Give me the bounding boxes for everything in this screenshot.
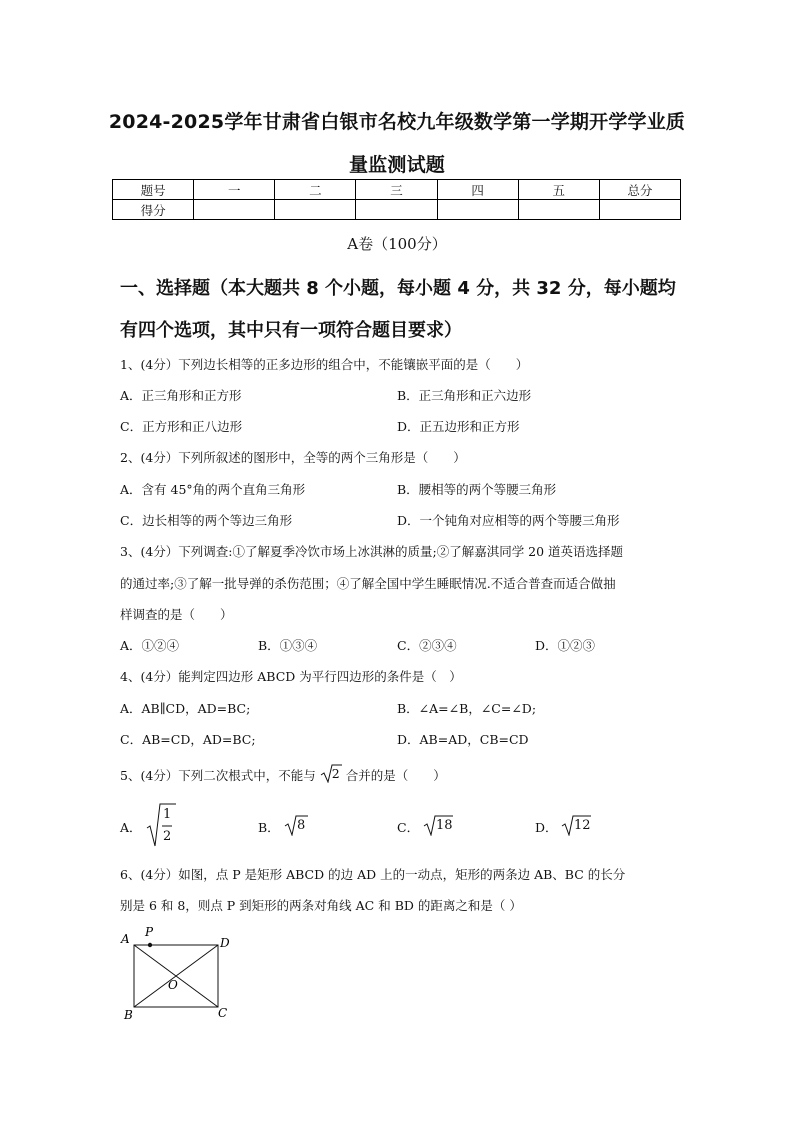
question-3-option-c: C．②③④ <box>397 638 457 653</box>
score-cell: 题号 <box>113 180 194 200</box>
question-3-stem-line-1: 3、(4分）下列调查:①了解夏季冷饮市场上冰淇淋的质量;②了解嘉淇同学 20 道英语选择题 <box>120 544 624 559</box>
question-4-option-b: B．∠A=∠B，∠C=∠D; <box>397 701 537 716</box>
score-table <box>112 179 681 220</box>
question-3-option-d: D．①②③ <box>535 638 596 653</box>
score-cell <box>599 200 680 220</box>
question-2-stem: 2、(4分）下列所叙述的图形中，全等的两个三角形是（ ） <box>120 450 466 465</box>
question-2-option-c: C．边长相等的两个等边三角形 <box>120 513 293 528</box>
fraction-denominator: 2 <box>163 829 172 844</box>
question-5-stem-after: 合并的是（ ） <box>345 768 446 783</box>
score-cell: 四 <box>437 180 518 200</box>
question-4-option-a: A．AB∥CD，AD=BC; <box>120 701 251 716</box>
radicand: 8 <box>297 818 306 833</box>
center-label-o: O <box>168 978 178 992</box>
question-5-stem <box>120 765 446 784</box>
question-3-stem-line-3: 样调查的是（ ） <box>120 607 233 622</box>
score-cell <box>194 200 275 220</box>
question-1-stem: 1、(4分）下列边长相等的正多边形的组合中，不能镶嵌平面的是（ ） <box>120 357 529 372</box>
question-1-option-c: C．正方形和正八边形 <box>120 419 243 434</box>
score-cell: 得分 <box>113 200 194 220</box>
sqrt-expression <box>320 765 342 783</box>
question-5-option-d-expression <box>561 814 591 836</box>
question-1-option-a: A．正三角形和正方形 <box>120 388 242 403</box>
radicand: 18 <box>436 818 453 833</box>
question-2-option-a: A．含有 45°角的两个直角三角形 <box>120 482 306 497</box>
radicand: 12 <box>574 818 591 833</box>
score-cell: 三 <box>356 180 437 200</box>
vertex-label-c: C <box>218 1006 228 1020</box>
question-4-stem: 4、(4分）能判定四边形 ABCD 为平行四边形的条件是（ ） <box>120 669 462 684</box>
score-cell: 五 <box>518 180 599 200</box>
score-cell <box>356 200 437 220</box>
question-4-option-d: D．AB=AD，CB=CD <box>397 732 529 747</box>
document-title-line-2: 量监测试题 <box>348 154 445 176</box>
question-5-option-c-label: C． <box>397 820 420 835</box>
question-3-option-a: A．①②④ <box>120 638 180 653</box>
question-5-option-b-label: B． <box>258 820 280 835</box>
section-heading-line-1: 一、选择题（本大题共 8 个小题，每小题 4 分，共 32 分，每小题均 <box>120 278 676 299</box>
question-2-option-b: B．腰相等的两个等腰三角形 <box>397 482 557 497</box>
question-1-option-d: D．正五边形和正方形 <box>397 419 520 434</box>
question-5-option-a-label: A． <box>120 820 142 835</box>
radical-sign-icon <box>146 802 176 848</box>
vertex-label-d: D <box>220 936 230 950</box>
score-cell: 一 <box>194 180 275 200</box>
question-1-option-b: B．正三角形和正六边形 <box>397 388 532 403</box>
score-cell <box>275 200 356 220</box>
question-5-option-b-expression <box>284 814 308 836</box>
question-5-option-c-expression <box>423 814 453 836</box>
score-cell: 总分 <box>599 180 680 200</box>
question-3-option-b: B．①③④ <box>258 638 318 653</box>
point-label-p: P <box>145 925 154 939</box>
score-cell: 二 <box>275 180 356 200</box>
score-cell <box>437 200 518 220</box>
question-6-stem-line-2: 别是 6 和 8，则点 P 到矩形的两条对角线 AC 和 BD 的距离之和是（ ） <box>120 898 522 913</box>
radicand: 2 <box>331 766 340 781</box>
score-cell <box>518 200 599 220</box>
question-3-stem-line-2: 的通过率;③了解一批导弹的杀伤范围；④了解全国中学生睡眠情况.不适合普查而适合做抽 <box>120 576 616 591</box>
score-table-score-row <box>113 200 681 220</box>
rectangle-diagram <box>118 925 248 1025</box>
fraction-numerator: 1 <box>163 807 172 822</box>
score-table-header-row <box>113 180 681 200</box>
volume-subtitle: A卷（100分） <box>347 235 447 253</box>
question-5-option-d-label: D． <box>535 820 558 835</box>
vertex-label-a: A <box>121 932 130 946</box>
rectangle-figure <box>118 925 248 1029</box>
question-5-stem-before: 5、(4分）下列二次根式中，不能与 <box>120 768 316 783</box>
vertex-label-b: B <box>124 1008 133 1022</box>
question-4-option-c: C．AB=CD，AD=BC; <box>120 732 256 747</box>
question-6-stem-line-1: 6、(4分）如图，点 P 是矩形 ABCD 的边 AD 上的一动点，矩形的两条边 AB、BC 的长分 <box>120 867 626 882</box>
question-2-option-d: D．一个钝角对应相等的两个等腰三角形 <box>397 513 620 528</box>
document-title-line-1: 2024-2025学年甘肃省白银市名校九年级数学第一学期开学学业质 <box>108 111 686 133</box>
section-heading-line-2: 有四个选项，其中只有一项符合题目要求） <box>120 320 462 341</box>
question-5-option-a-expression <box>146 802 176 848</box>
